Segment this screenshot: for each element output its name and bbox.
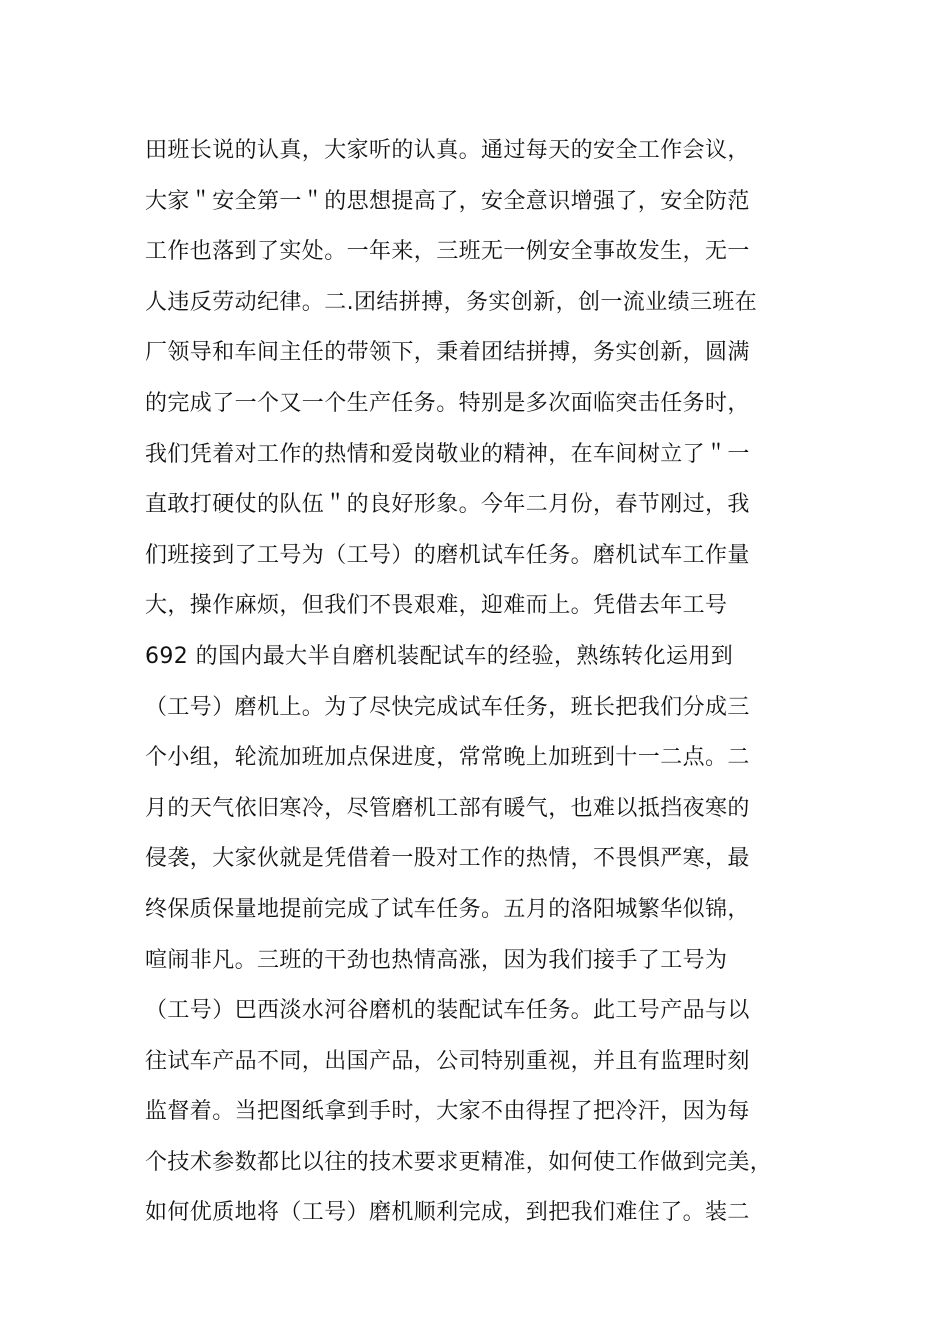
- text-line: 692 的国内最大半自磨机装配试车的经验，熟练转化运用到: [145, 643, 734, 669]
- text-line: 往试车产品不同，出国产品，公司特别重视，并且有监理时刻: [145, 1048, 750, 1074]
- text-line: 们班接到了工号为（工号）的磨机试车任务。磨机试车工作量: [145, 542, 750, 568]
- text-line: 大家＂安全第一＂的思想提高了，安全意识增强了，安全防范: [145, 188, 750, 214]
- text-line: 直敢打硬仗的队伍＂的良好形象。今年二月份，春节刚过，我: [145, 492, 750, 518]
- text-line: （工号）巴西淡水河谷磨机的装配试车任务。此工号产品与以: [145, 998, 750, 1024]
- text-line: 个小组，轮流加班加点保进度，常常晚上加班到十一二点。二: [145, 745, 750, 771]
- text-line: 个技术参数都比以往的技术要求更精准，如何使工作做到完美，: [145, 1149, 773, 1175]
- text-line: 终保质保量地提前完成了试车任务。五月的洛阳城繁华似锦，: [145, 896, 750, 922]
- body-text: [145, 126, 835, 1239]
- text-line: 喧闹非凡。三班的干劲也热情高涨，因为我们接手了工号为: [145, 947, 728, 973]
- text-line: 田班长说的认真，大家听的认真。通过每天的安全工作会议，: [145, 138, 750, 163]
- text-line: 监督着。当把图纸拿到手时，大家不由得捏了把冷汗，因为每: [145, 1099, 750, 1125]
- text-line: 大，操作麻烦，但我们不畏艰难，迎难而上。凭借去年工号: [145, 593, 728, 619]
- text-line: （工号）磨机上。为了尽快完成试车任务，班长把我们分成三: [145, 694, 750, 720]
- text-line: 我们凭着对工作的热情和爱岗敬业的精神，在车间树立了＂一: [145, 441, 750, 467]
- text-line: 厂领导和车间主任的带领下，秉着团结拼搏，务实创新，圆满: [145, 340, 750, 366]
- text-line: 侵袭，大家伙就是凭借着一股对工作的热情，不畏惧严寒，最: [145, 846, 750, 872]
- text-line: 人违反劳动纪律。二.团结拼搏，务实创新，创一流业绩三班在: [145, 289, 758, 315]
- text-line: 的完成了一个又一个生产任务。特别是多次面临突击任务时，: [145, 390, 750, 416]
- text-line: 月的天气依旧寒冷，尽管磨机工部有暖气，也难以抵挡夜寒的: [145, 795, 750, 821]
- text-line: 工作也落到了实处。一年来，三班无一例安全事故发生，无一: [145, 239, 750, 265]
- text-line: 如何优质地将（工号）磨机顺利完成，到把我们难住了。装二: [145, 1200, 750, 1226]
